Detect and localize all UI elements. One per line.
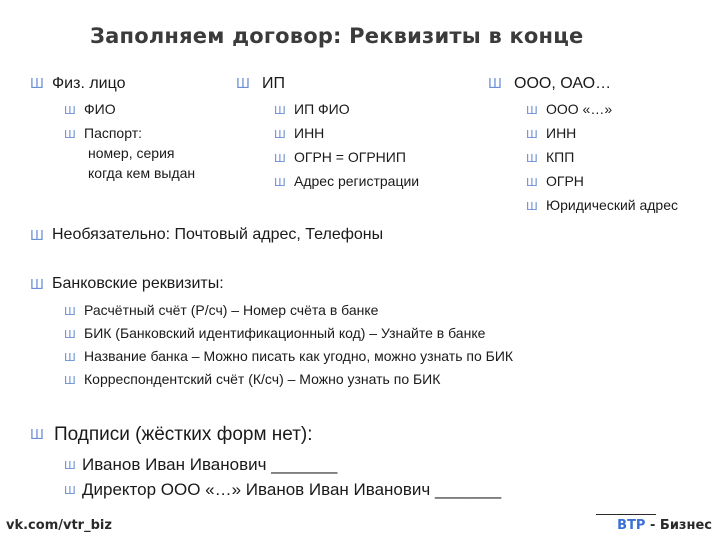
bullet-icon: Ш	[274, 104, 286, 117]
bullet-icon: Ш	[488, 77, 502, 92]
list-item: Название банка – Можно писать как угодно, можно узнать по БИК	[84, 348, 514, 364]
list-item: Корреспондентский счёт (К/сч) – Можно узнать по БИК	[84, 371, 441, 387]
bullet-icon: Ш	[30, 229, 44, 244]
bullet-icon: Ш	[236, 77, 250, 92]
bullet-icon: Ш	[274, 152, 286, 165]
list-item: Юридический адрес	[546, 197, 679, 213]
footer-link: vk.com/vtr_biz	[6, 518, 112, 533]
list-item: Паспорт:	[84, 125, 142, 141]
bullet-icon: Ш	[64, 104, 76, 117]
bank-heading: Банковские реквизиты:	[52, 275, 224, 292]
list-item: ИНН	[546, 125, 577, 141]
column-heading-individual: Физ. лицо	[52, 75, 126, 92]
bullet-icon: Ш	[274, 128, 286, 141]
bullet-icon: Ш	[526, 152, 538, 165]
list-item: Иванов Иван Иванович _______	[82, 455, 338, 474]
column-heading-company: ООО, ОАО…	[514, 75, 612, 92]
bullet-icon: Ш	[526, 176, 538, 189]
list-item: Расчётный счёт (Р/сч) – Номер счёта в банке	[84, 302, 379, 318]
bullet-icon: Ш	[526, 128, 538, 141]
bullet-icon: Ш	[64, 128, 76, 141]
list-item: КПП	[546, 149, 575, 165]
footer-brand	[617, 518, 712, 533]
slide-title: Заполняем договор: Реквизиты в конце	[90, 24, 584, 48]
list-item: ОГРН	[546, 173, 584, 189]
list-item-continuation: когда кем выдан	[88, 165, 196, 181]
bullet-icon: Ш	[64, 328, 76, 341]
list-item-continuation: номер, серия	[88, 145, 175, 161]
bullet-icon: Ш	[30, 77, 44, 92]
list-item: ООО «…»	[546, 101, 613, 117]
bullet-icon: Ш	[526, 200, 538, 213]
list-item: ОГРН = ОГРНИП	[294, 149, 406, 165]
signatures-heading: Подписи (жёстких форм нет):	[54, 424, 313, 445]
brand-suffix: - Бизнес	[645, 518, 712, 533]
bullet-icon: Ш	[30, 278, 44, 293]
bullet-icon: Ш	[64, 459, 76, 472]
footer-divider	[596, 514, 656, 515]
bullet-icon: Ш	[64, 305, 76, 318]
list-item: ФИО	[84, 101, 116, 117]
optional-details: Необязательно: Почтовый адрес, Телефоны	[52, 226, 384, 243]
bullet-icon: Ш	[64, 374, 76, 387]
column-heading-ip: ИП	[262, 75, 285, 92]
bullet-icon: Ш	[30, 428, 44, 443]
list-item: ИНН	[294, 125, 325, 141]
brand-abbrev: ВТР	[617, 518, 646, 533]
list-item: Адрес регистрации	[294, 173, 420, 189]
bullet-icon: Ш	[274, 176, 286, 189]
bullet-icon: Ш	[64, 351, 76, 364]
list-item: ИП ФИО	[294, 101, 350, 117]
bullet-icon: Ш	[526, 104, 538, 117]
list-item: БИК (Банковский идентификационный код) – Узнайте в банке	[84, 325, 486, 341]
bullet-icon: Ш	[64, 484, 76, 497]
list-item: Директор ООО «…» Иванов Иван Иванович _______	[82, 480, 502, 499]
